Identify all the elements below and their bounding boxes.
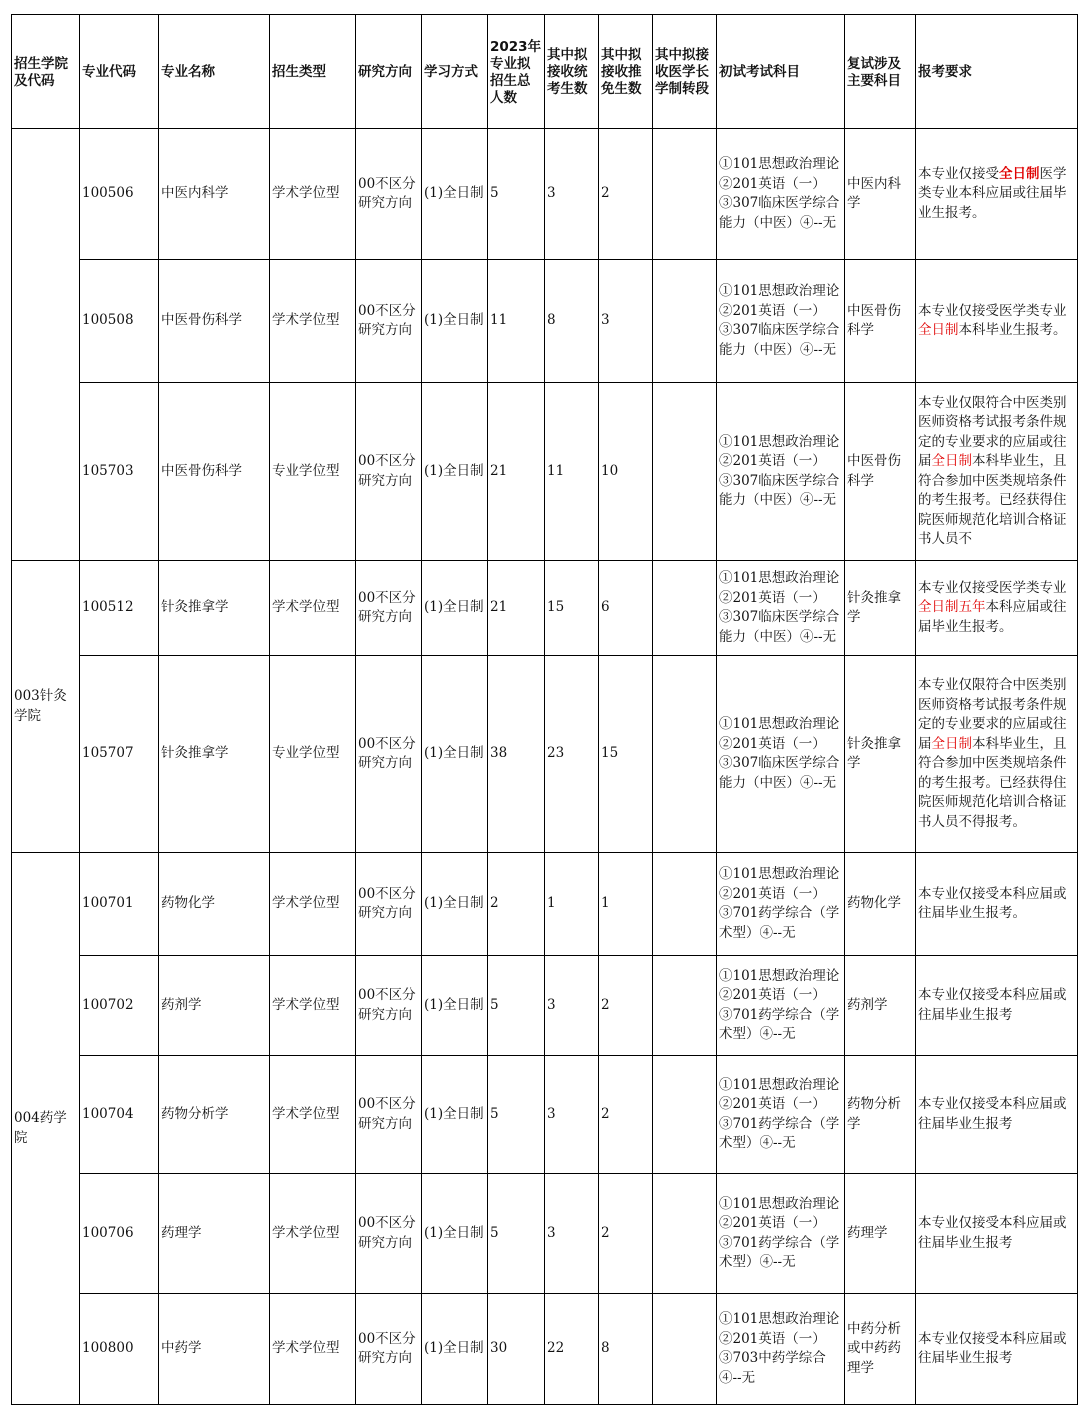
highlight-text: 全日制	[918, 322, 959, 338]
cell-exam	[545, 656, 599, 853]
requirement-segment: 本专业仅接受医学类专业	[918, 579, 1067, 596]
cell-subjects	[717, 383, 845, 561]
exempt-text: 15	[601, 745, 619, 762]
header-name: 专业名称	[159, 15, 270, 129]
cell-requirement	[916, 853, 1078, 956]
exempt-text: 2	[601, 996, 610, 1013]
total-text: 11	[490, 312, 508, 329]
table-row	[12, 561, 1078, 656]
requirement-segment: 本专业仅接受本科应届或往届毕业生报考。	[918, 885, 1067, 921]
cell-mode	[422, 1056, 488, 1174]
cell-type	[270, 1174, 356, 1294]
cell-direction	[356, 656, 422, 853]
exam-text: 3	[547, 185, 556, 202]
name-text: 药物化学	[161, 895, 215, 912]
cell-code	[80, 129, 159, 260]
subjects-text: ①101思想政治理论②201英语（一）③307临床医学综合能力（中医）④--无	[719, 156, 840, 231]
mode-text: (1)全日制	[424, 1224, 484, 1241]
name-text: 针灸推拿学	[161, 745, 229, 762]
type-text: 学术学位型	[272, 1340, 340, 1357]
header-total: 2023年专业拟招生总人数	[488, 15, 545, 129]
cell-transfer	[653, 561, 717, 656]
cell-mode	[422, 260, 488, 383]
cell-exempt	[599, 129, 653, 260]
direction-text: 00不区分研究方向	[358, 589, 416, 625]
cell-type	[270, 956, 356, 1056]
cell-requirement	[916, 1174, 1078, 1294]
cell-code	[80, 383, 159, 561]
cell-type	[270, 656, 356, 853]
total-text: 2	[490, 895, 499, 912]
cell-code	[80, 656, 159, 853]
exam-text: 3	[547, 1105, 556, 1122]
total-text: 21	[490, 462, 508, 479]
cell-exempt	[599, 853, 653, 956]
exempt-text: 1	[601, 895, 610, 912]
retest-text: 中医骨伤科学	[847, 302, 901, 338]
cell-retest	[845, 656, 916, 853]
table-row	[12, 129, 1078, 260]
cell-direction	[356, 561, 422, 656]
name-text: 中医骨伤科学	[161, 312, 242, 329]
cell-name	[159, 561, 270, 656]
requirement-text	[918, 986, 1075, 1025]
requirement-text	[918, 165, 1075, 224]
highlight-text: 全日制	[931, 453, 972, 469]
cell-retest	[845, 1294, 916, 1405]
cell-exam	[545, 1294, 599, 1405]
exempt-text: 6	[601, 599, 610, 616]
name-text: 药物分析学	[161, 1105, 229, 1122]
requirement-segment: 本专业仅接受本科应届或往届毕业生报考	[918, 1215, 1067, 1251]
exam-text: 8	[547, 312, 556, 329]
highlight-text: 全日制五年	[918, 599, 986, 616]
direction-text: 00不区分研究方向	[358, 175, 416, 211]
requirement-text	[918, 676, 1075, 832]
table-row	[12, 1174, 1078, 1294]
direction-text: 00不区分研究方向	[358, 735, 416, 771]
table-row	[12, 383, 1078, 561]
cell-requirement	[916, 1294, 1078, 1405]
retest-text: 中医骨伤科学	[847, 453, 901, 489]
cell-retest	[845, 853, 916, 956]
header-transfer: 其中拟接收医学长学制转段	[653, 15, 717, 129]
header-row	[12, 15, 1078, 129]
type-text: 学术学位型	[272, 599, 340, 616]
requirement-segment: 本科毕业生，且符合参加中医类规培条件的考生报考。已经获得住院医师规范化培训合格证书人员不得报考。	[918, 735, 1067, 830]
cell-mode	[422, 383, 488, 561]
cell-mode	[422, 129, 488, 260]
total-text: 21	[490, 599, 508, 616]
type-text: 学术学位型	[272, 996, 340, 1013]
cell-name	[159, 129, 270, 260]
name-text: 中药学	[161, 1340, 202, 1357]
cell-code	[80, 853, 159, 956]
cell-total	[488, 383, 545, 561]
cell-name	[159, 956, 270, 1056]
college-cell	[12, 129, 80, 561]
cell-exam	[545, 383, 599, 561]
code-text: 100800	[82, 1340, 134, 1357]
cell-retest	[845, 956, 916, 1056]
cell-requirement	[916, 129, 1078, 260]
exam-text: 3	[547, 1224, 556, 1241]
mode-text: (1)全日制	[424, 1340, 484, 1357]
cell-total	[488, 656, 545, 853]
admissions-table	[11, 14, 1078, 1405]
direction-text: 00不区分研究方向	[358, 1330, 416, 1366]
cell-name	[159, 1174, 270, 1294]
requirement-segment: 本专业仅接受医学类专业	[918, 302, 1067, 319]
header-college: 招生学院及代码	[12, 15, 80, 129]
cell-retest	[845, 129, 916, 260]
cell-exempt	[599, 1174, 653, 1294]
cell-exam	[545, 853, 599, 956]
mode-text: (1)全日制	[424, 745, 484, 762]
exam-text: 11	[547, 462, 565, 479]
cell-mode	[422, 561, 488, 656]
retest-text: 药理学	[847, 1224, 888, 1241]
cell-retest	[845, 1174, 916, 1294]
cell-transfer	[653, 1294, 717, 1405]
exempt-text: 2	[601, 185, 610, 202]
cell-exam	[545, 561, 599, 656]
requirement-segment: 本专业仅接受本科应届或往届毕业生报考	[918, 987, 1067, 1023]
name-text: 中医内科学	[161, 185, 229, 202]
requirement-text	[918, 1214, 1075, 1253]
cell-total	[488, 129, 545, 260]
cell-code	[80, 1174, 159, 1294]
cell-code	[80, 260, 159, 383]
cell-code	[80, 1294, 159, 1405]
cell-exempt	[599, 1056, 653, 1174]
cell-code	[80, 561, 159, 656]
cell-total	[488, 561, 545, 656]
cell-exam	[545, 1056, 599, 1174]
cell-exam	[545, 956, 599, 1056]
cell-subjects	[717, 853, 845, 956]
cell-exempt	[599, 956, 653, 1056]
cell-total	[488, 1294, 545, 1405]
cell-subjects	[717, 656, 845, 853]
requirement-text	[918, 302, 1075, 341]
subjects-text: ①101思想政治理论②201英语（一）③307临床医学综合能力（中医）④--无	[719, 283, 840, 358]
college-cell: 004药学院	[12, 853, 80, 1405]
cell-direction	[356, 853, 422, 956]
cell-subjects	[717, 956, 845, 1056]
requirement-segment: 本科毕业生，且符合参加中医类规培条件的考生报考。已经获得住院医师规范化培训合格证书人员不	[918, 453, 1067, 547]
cell-code	[80, 1056, 159, 1174]
header-code: 专业代码	[80, 15, 159, 129]
retest-text: 中医内科学	[847, 175, 901, 211]
cell-exempt	[599, 1294, 653, 1405]
cell-total	[488, 260, 545, 383]
code-text: 100706	[82, 1224, 134, 1241]
total-text: 30	[490, 1340, 508, 1357]
retest-text: 中药分析或中药药理学	[847, 1320, 901, 1376]
subjects-text: ①101思想政治理论②201英语（一）③701药学综合（学术型）④--无	[719, 1195, 840, 1270]
direction-text: 00不区分研究方向	[358, 885, 416, 921]
cell-direction	[356, 129, 422, 260]
cell-mode	[422, 1174, 488, 1294]
retest-text: 药剂学	[847, 996, 888, 1013]
cell-name	[159, 260, 270, 383]
mode-text: (1)全日制	[424, 185, 484, 202]
highlight-text: 全日制	[931, 735, 972, 752]
cell-subjects	[717, 1294, 845, 1405]
cell-requirement	[916, 383, 1078, 561]
cell-direction	[356, 1056, 422, 1174]
exempt-text: 2	[601, 1224, 610, 1241]
code-text: 100701	[82, 895, 134, 912]
subjects-text: ①101思想政治理论②201英语（一）③701药学综合（学术型）④--无	[719, 1076, 840, 1151]
mode-text: (1)全日制	[424, 996, 484, 1013]
cell-mode	[422, 853, 488, 956]
requirement-text	[918, 579, 1075, 638]
cell-direction	[356, 260, 422, 383]
type-text: 学术学位型	[272, 312, 340, 329]
table-row	[12, 956, 1078, 1056]
cell-type	[270, 853, 356, 956]
cell-requirement	[916, 260, 1078, 383]
cell-direction	[356, 1294, 422, 1405]
requirement-segment: 本专业仅限符合中医类别医师资格考试报考条件规定的专业要求的应届或往届	[918, 677, 1067, 752]
cell-transfer	[653, 956, 717, 1056]
name-text: 药理学	[161, 1224, 202, 1241]
subjects-text: ①101思想政治理论②201英语（一）③307临床医学综合能力（中医）④--无	[719, 433, 840, 508]
subjects-text: ①101思想政治理论②201英语（一）③703中药学综合④--无	[719, 1311, 840, 1386]
requirement-segment: 本专业仅接受本科应届或往届毕业生报考	[918, 1096, 1067, 1132]
cell-requirement	[916, 561, 1078, 656]
header-direction: 研究方向	[356, 15, 422, 129]
direction-text: 00不区分研究方向	[358, 1096, 416, 1132]
cell-exempt	[599, 561, 653, 656]
table-row	[12, 656, 1078, 853]
header-requirement: 报考要求	[916, 15, 1078, 129]
cell-code	[80, 956, 159, 1056]
requirement-text	[918, 1095, 1075, 1134]
cell-retest	[845, 260, 916, 383]
exam-text: 3	[547, 996, 556, 1013]
header-mode: 学习方式	[422, 15, 488, 129]
header-exempt: 其中拟接收推免生数	[599, 15, 653, 129]
cell-subjects	[717, 561, 845, 656]
retest-text: 针灸推拿学	[847, 589, 901, 625]
total-text: 5	[490, 185, 499, 202]
subjects-text: ①101思想政治理论②201英语（一）③701药学综合（学术型）④--无	[719, 967, 840, 1042]
exempt-text: 10	[601, 462, 619, 479]
code-text: 100512	[82, 599, 134, 616]
requirement-text	[918, 394, 1075, 550]
retest-text: 针灸推拿学	[847, 735, 901, 771]
cell-type	[270, 383, 356, 561]
highlight-text: 全日制	[999, 165, 1040, 182]
cell-exempt	[599, 383, 653, 561]
code-text: 100506	[82, 185, 134, 202]
requirement-segment: 医学类专业本科应届或往届毕业生报考。	[918, 165, 1067, 221]
type-text: 专业学位型	[272, 745, 340, 762]
requirement-segment: 本专业仅接受	[918, 165, 999, 182]
direction-text: 00不区分研究方向	[358, 1215, 416, 1251]
cell-direction	[356, 383, 422, 561]
exempt-text: 3	[601, 312, 610, 329]
cell-transfer	[653, 129, 717, 260]
total-text: 5	[490, 1105, 499, 1122]
cell-total	[488, 853, 545, 956]
code-text: 100702	[82, 996, 134, 1013]
direction-text: 00不区分研究方向	[358, 453, 416, 489]
exempt-text: 2	[601, 1105, 610, 1122]
header-type: 招生类型	[270, 15, 356, 129]
cell-exam	[545, 260, 599, 383]
mode-text: (1)全日制	[424, 895, 484, 912]
requirement-text	[918, 1330, 1075, 1369]
exam-text: 22	[547, 1340, 565, 1357]
mode-text: (1)全日制	[424, 312, 484, 329]
cell-name	[159, 383, 270, 561]
total-text: 38	[490, 745, 508, 762]
cell-direction	[356, 1174, 422, 1294]
code-text: 105703	[82, 462, 134, 479]
cell-type	[270, 260, 356, 383]
cell-exempt	[599, 260, 653, 383]
college-cell: 003针灸学院	[12, 561, 80, 853]
type-text: 学术学位型	[272, 185, 340, 202]
total-text: 5	[490, 996, 499, 1013]
cell-transfer	[653, 260, 717, 383]
cell-requirement	[916, 656, 1078, 853]
requirement-segment: 本科毕业生报考。	[958, 322, 1067, 338]
exam-text: 1	[547, 895, 556, 912]
cell-type	[270, 129, 356, 260]
cell-total	[488, 1174, 545, 1294]
table-row	[12, 1294, 1078, 1405]
exam-text: 15	[547, 599, 565, 616]
header-retest: 复试涉及主要科目	[845, 15, 916, 129]
requirement-segment: 本专业仅限符合中医类别医师资格考试报考条件规定的专业要求的应届或往届	[918, 394, 1067, 469]
cell-mode	[422, 956, 488, 1056]
mode-text: (1)全日制	[424, 599, 484, 616]
retest-text: 药物分析学	[847, 1096, 901, 1132]
table-row	[12, 853, 1078, 956]
table-row	[12, 1056, 1078, 1174]
requirement-text	[918, 885, 1075, 924]
type-text: 专业学位型	[272, 462, 340, 479]
cell-retest	[845, 1056, 916, 1174]
direction-text: 00不区分研究方向	[358, 302, 416, 338]
cell-type	[270, 1056, 356, 1174]
mode-text: (1)全日制	[424, 1105, 484, 1122]
code-text: 105707	[82, 745, 134, 762]
requirement-segment: 本科应届或往届毕业生报考。	[918, 599, 1067, 635]
cell-transfer	[653, 656, 717, 853]
table-body	[12, 129, 1078, 1405]
cell-type	[270, 1294, 356, 1405]
cell-mode	[422, 656, 488, 853]
cell-total	[488, 1056, 545, 1174]
cell-subjects	[717, 1174, 845, 1294]
cell-subjects	[717, 260, 845, 383]
cell-direction	[356, 956, 422, 1056]
code-text: 100704	[82, 1105, 134, 1122]
cell-name	[159, 853, 270, 956]
type-text: 学术学位型	[272, 895, 340, 912]
cell-name	[159, 656, 270, 853]
name-text: 中医骨伤科学	[161, 462, 242, 479]
header-exam: 其中拟接收统考生数	[545, 15, 599, 129]
cell-retest	[845, 561, 916, 656]
cell-exam	[545, 129, 599, 260]
total-text: 5	[490, 1224, 499, 1241]
cell-type	[270, 561, 356, 656]
subjects-text: ①101思想政治理论②201英语（一）③701药学综合（学术型）④--无	[719, 866, 840, 941]
requirement-segment: 本专业仅接受本科应届或往届毕业生报考	[918, 1330, 1067, 1366]
subjects-text: ①101思想政治理论②201英语（一）③307临床医学综合能力（中医）④--无	[719, 716, 840, 791]
name-text: 药剂学	[161, 996, 202, 1013]
direction-text: 00不区分研究方向	[358, 987, 416, 1023]
header-subjects: 初试考试科目	[717, 15, 845, 129]
name-text: 针灸推拿学	[161, 599, 229, 616]
table-row	[12, 260, 1078, 383]
cell-total	[488, 956, 545, 1056]
cell-transfer	[653, 1174, 717, 1294]
cell-name	[159, 1056, 270, 1174]
cell-mode	[422, 1294, 488, 1405]
cell-transfer	[653, 1056, 717, 1174]
retest-text: 药物化学	[847, 895, 901, 912]
cell-subjects	[717, 1056, 845, 1174]
cell-name	[159, 1294, 270, 1405]
cell-exempt	[599, 656, 653, 853]
cell-exam	[545, 1174, 599, 1294]
subjects-text: ①101思想政治理论②201英语（一）③307临床医学综合能力（中医）④--无	[719, 570, 840, 645]
mode-text: (1)全日制	[424, 462, 484, 479]
code-text: 100508	[82, 312, 134, 329]
cell-subjects	[717, 129, 845, 260]
exam-text: 23	[547, 745, 565, 762]
cell-requirement	[916, 1056, 1078, 1174]
cell-retest	[845, 383, 916, 561]
cell-transfer	[653, 383, 717, 561]
cell-transfer	[653, 853, 717, 956]
type-text: 学术学位型	[272, 1105, 340, 1122]
exempt-text: 8	[601, 1340, 610, 1357]
type-text: 学术学位型	[272, 1224, 340, 1241]
cell-requirement	[916, 956, 1078, 1056]
